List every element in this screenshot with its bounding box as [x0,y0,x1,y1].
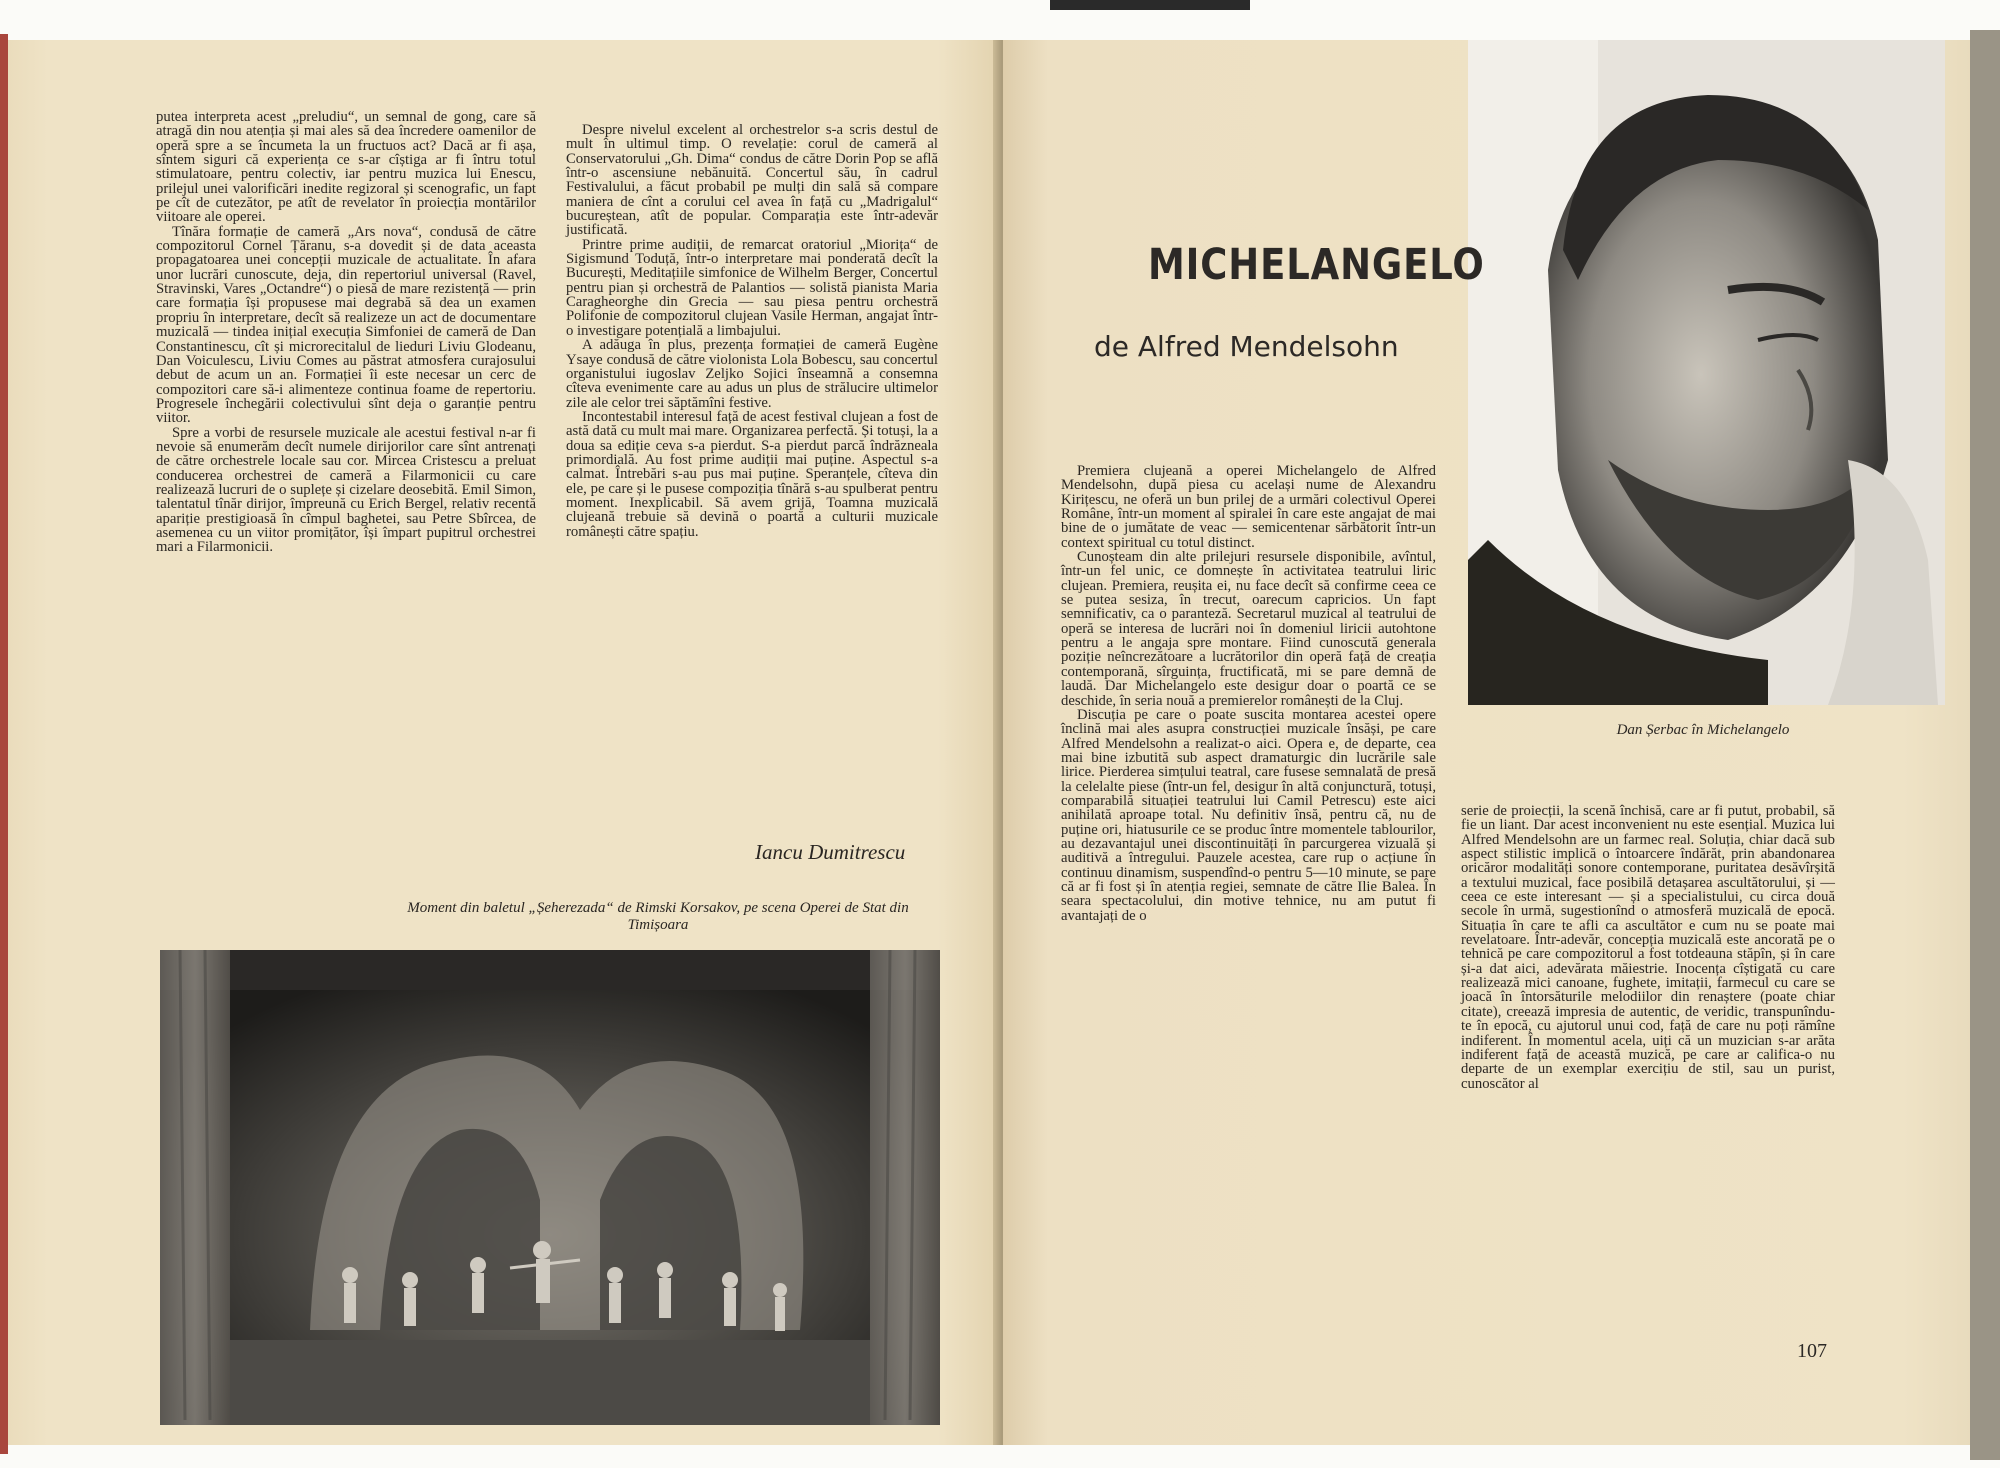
portrait-photo-caption: Dan Șerbac în Michelangelo [1616,722,1790,738]
paragraph: Cunoșteam din alte prilejuri resursele disponibile, avîntul, într-un fel unic, ce domnește în activitatea teatrului liric clujean. Premiera, reușita ei, nu face decît să confirme ceea ce se putea sesiza, în trecut, oarecum capricios. Un fapt semnificativ, ca o paranteză. Secretarul muzical al teatrului de operă se interesa de lucrări noi în domeniul liricii autohtone pentru a le angaja spre montare. Fiind cunoscută generala poziție neîncrezătoare a lucrătorilor din operă față de creația contemporană, sîrguința, fructificată, mi se pare demnă de laudă. Dar Michelangelo este desigur doar o poartă ce se deschide, în seria nouă a premierelor românești de la Cluj. [1061,549,1436,709]
left-page [8,40,1001,1445]
book-cover-top-edge [0,0,2000,40]
left-page-column-2 [566,123,938,539]
opera-title: MICHELANGELO [1148,240,1485,290]
left-page-column-1 [156,110,536,555]
paragraph: Spre a vorbi de resursele muzicale ale acestui festival n-ar fi nevoie să enumerăm decît numele dirijorilor care sînt antrenați de către orchestrele locale sau cor. Mircea Cristescu a preluat conducerea orchestrei de cameră a Filarmonicii cu care realizează lucruri de o suplețe și cizelare deosebită. Emil Simon, talentatul tînăr dirijor, împreună cu Erich Bergel, relativ recentă apariție prestigioasă în cîmpul baghetei, sau Petre Sbîrcea, de asemenea cu un viitor promițător, își împart pupitrul orchestrei mari a Filarmonicii. [156,424,536,556]
paragraph: Tînăra formație de cameră „Ars nova“, condusă de către compozitorul Cornel Țăranu, s-a dovedit și de data aceasta propagatoarea unei concepții muzicale de actualitate. În afara unor lucrări cunoscute, deja, din repertoriul universal (Ravel, Stravinski, Vares „Octandre“) o piesă de mare rezistență — prin care formația își propusese mai degrabă să dea un examen propriu în interpretare, decît să realizeze un act de documentare muzicală — tindea inițial execuția Simfoniei de cameră de Dan Constantinescu, cît și microrecitalul de lieduri Liviu Glodeanu, Dan Voiculescu, Liviu Comes au păstrat atmosfera curajosului debut de acum un an. Formației îi este necesar un cerc de compozitori care să-i alimenteze continua foame de repertoriu. Progresele închegării colectivului sînt deja o garanție pentru viitor. [156,223,536,427]
ballet-photo-caption: Moment din baletul „Șeherezada“ de Rimski Korsakov, pe scena Operei de Stat din Timișoara [407,900,909,933]
ballet-stage-illustration [160,950,940,1425]
paragraph: serie de proiecții, la scenă închisă, care ar fi putut, probabil, să fie un liant. Dar acest inconvenient nu este esențial. Muzica lui Alfred Mendelsohn are un farmec real. Soluția, chiar dacă sub aspect stilistic implică o întoarcere îndărăt, prin abandonarea oricăror modalități sonore contemporane, puritatea desăvîrșită a textului muzical, face posibilă detașarea ascultătorului, și — ceea ce este interesant — și a specialistului, cu circa două secole în urmă, sugestionînd o atmosferă muzicală de epocă. Situația în care te afli ca ascultător e cum nu se poate mai revelatoare. Într-adevăr, concepția muzicală este ancorată pe o tehnică pe care compozitorul a fost totdeauna stăpîn, și în care și-a dat aici, adevărata măiestrie. Inocența cîștigată cu care realizează mici canoane, fughete, imitații, farmecul cu care se joacă în întorsăturile melodiilor din renaștere (poate chiar citate), creează impresia de autentic, de veridic, transpunîndu-te în epocă, cu ajutorul unui cod, față de care nu poți rămîne indiferent. În momentul acela, uiți că un muzician s-ar arăta indiferent față de această muzică, pe care ar califica-o nu departe de un exemplar exercițiu de stil, sau un purist, cunoscător al [1461,803,1835,1092]
paragraph: Premiera clujeană a operei Michelangelo de Alfred Mendelsohn, după piesa cu același nume de Alexandru Kirițescu, ne oferă un bun prilej de a urmări colectivul Operei Române, într-un moment al spiralei în care este angajat de mai bine de o jumătate de veac — semicentenar sărbătorit într-un context spiritual cu totul distinct. [1061,463,1436,551]
book-cover-right-edge [1970,30,2000,1460]
ballet-stage-photo [160,950,940,1425]
book-cover-left-edge [0,34,8,1454]
book-cover-dark-top [1050,0,1250,10]
right-page-column-1 [1061,464,1436,923]
article-signature: Iancu Dumitrescu [755,840,906,864]
book-cover-bottom-edge [0,1445,2000,1468]
paragraph: A adăuga în plus, prezența formației de cameră Eugène Ysaye condusă de către violonista Lola Bobescu, sau concertul organistului iugoslav Zeljko Sojici înseamnă a consemna cîteva evenimente care au adus un plus de strălucire ultimelor zile ale celor trei săptămîni festive. [566,337,938,411]
page-number: 107 [1797,1340,1827,1362]
paragraph: putea interpreta acest „preludiu“, un semnal de gong, care să atragă din nou atenția și mai ales să dea încredere oamenilor de operă spre a se încumeta la un fructuos act? Dacă ar fi așa, sîntem siguri că experiența ce s-ar cîștiga ar fi întru totul stimulatoare, pentru colectiv, iar pentru muzica lui Enescu, prilejul unei valorificări inedite regizoral și scenografic, un fapt pe cît de cutezător, pe atît de revelator în proiecția montărilor viitoare ale operei. [156,109,536,226]
paragraph: Printre prime audiții, de remarcat oratoriul „Miorița“ de Sigismund Toduță, într-o interpretare mai ponderată decît la București, Meditațiile simfonice de Wilhelm Berger, Concertul pentru pian și orchestră de Palantios — solistă pianista Maria Caragheorghe din Grecia — sau piesa pentru orchestră Polifonie de compozitorul clujean Vasile Herman, angajat într-o investigare potențială a limbajului. [566,236,938,339]
paragraph: Discuția pe care o poate suscita montarea acestei opere înclină mai ales asupra construcției muzicale însăși, pe care Alfred Mendelsohn a realizat-o aici. Opera e, de departe, cea mai bine izbutită sub aspect dramaturgic din lucrările sale lirice. Pierderea simțului teatral, care fusese semnalată de presă la celelalte piese (într-un fel, desigur în altă conjunctură, totuși, comparabilă situației teatrului lui Camil Petrescu) este aici anihilată aproape total. Nu definitiv însă, pentru că, nu de puține ori, hiatusurile ce se produc între momentele tablourilor, au dezavantajul unei discontinuități în parcurgerea vizuală și auditivă a întregului. Pauzele acestea, care rup o acțiune în continuu dinamism, suspendînd-o pentru 5—10 minute, se pare că ar fi fost și în atenția regiei, semnate de către Ilie Balea. În seara spectacolului, din motive tehnice, nu am putut fi avantajați de o [1061,706,1436,924]
portrait-illustration [1468,40,1945,705]
paragraph: Incontestabil interesul față de acest festival clujean a fost de astă dată cu mult mai mare. Organizarea perfectă. Și totuși, la a doua sa ediție ceva s-a pierdut. S-a pierdut parcă îndrăzneala primordială. Au fost prime audiții mai puține. Aspectul s-a calmat. Întrebări s-au pus mai puține. Speranțele, cîteva din ele, pe care și le pusese compoziția tînără s-au spulberat pentru moment. Inexplicabil. Să avem grijă, Toamna muzicală clujeană trebuie să devină o poartă a culturii muzicale românești către spațiu. [566,408,938,540]
paragraph: Despre nivelul excelent al orchestrelor s-a scris destul de mult în ultimul timp. O revelație: corul de cameră al Conservatorului „Gh. Dima“ condus de către Dorin Pop se află într-o ascensiune nebănuită. Concertul său, în cadrul Festivalului, a făcut probabil pe mulți din sală să compare maniera de cînt a corului cel avea în față cu „Madrigalul“ bucureștean, atît de popular. Comparația este într-adevăr justificată. [566,122,938,239]
article-byline: de Alfred Mendelsohn [1094,330,1399,363]
right-page-column-2 [1461,804,1835,1091]
portrait-photo [1468,40,1945,705]
